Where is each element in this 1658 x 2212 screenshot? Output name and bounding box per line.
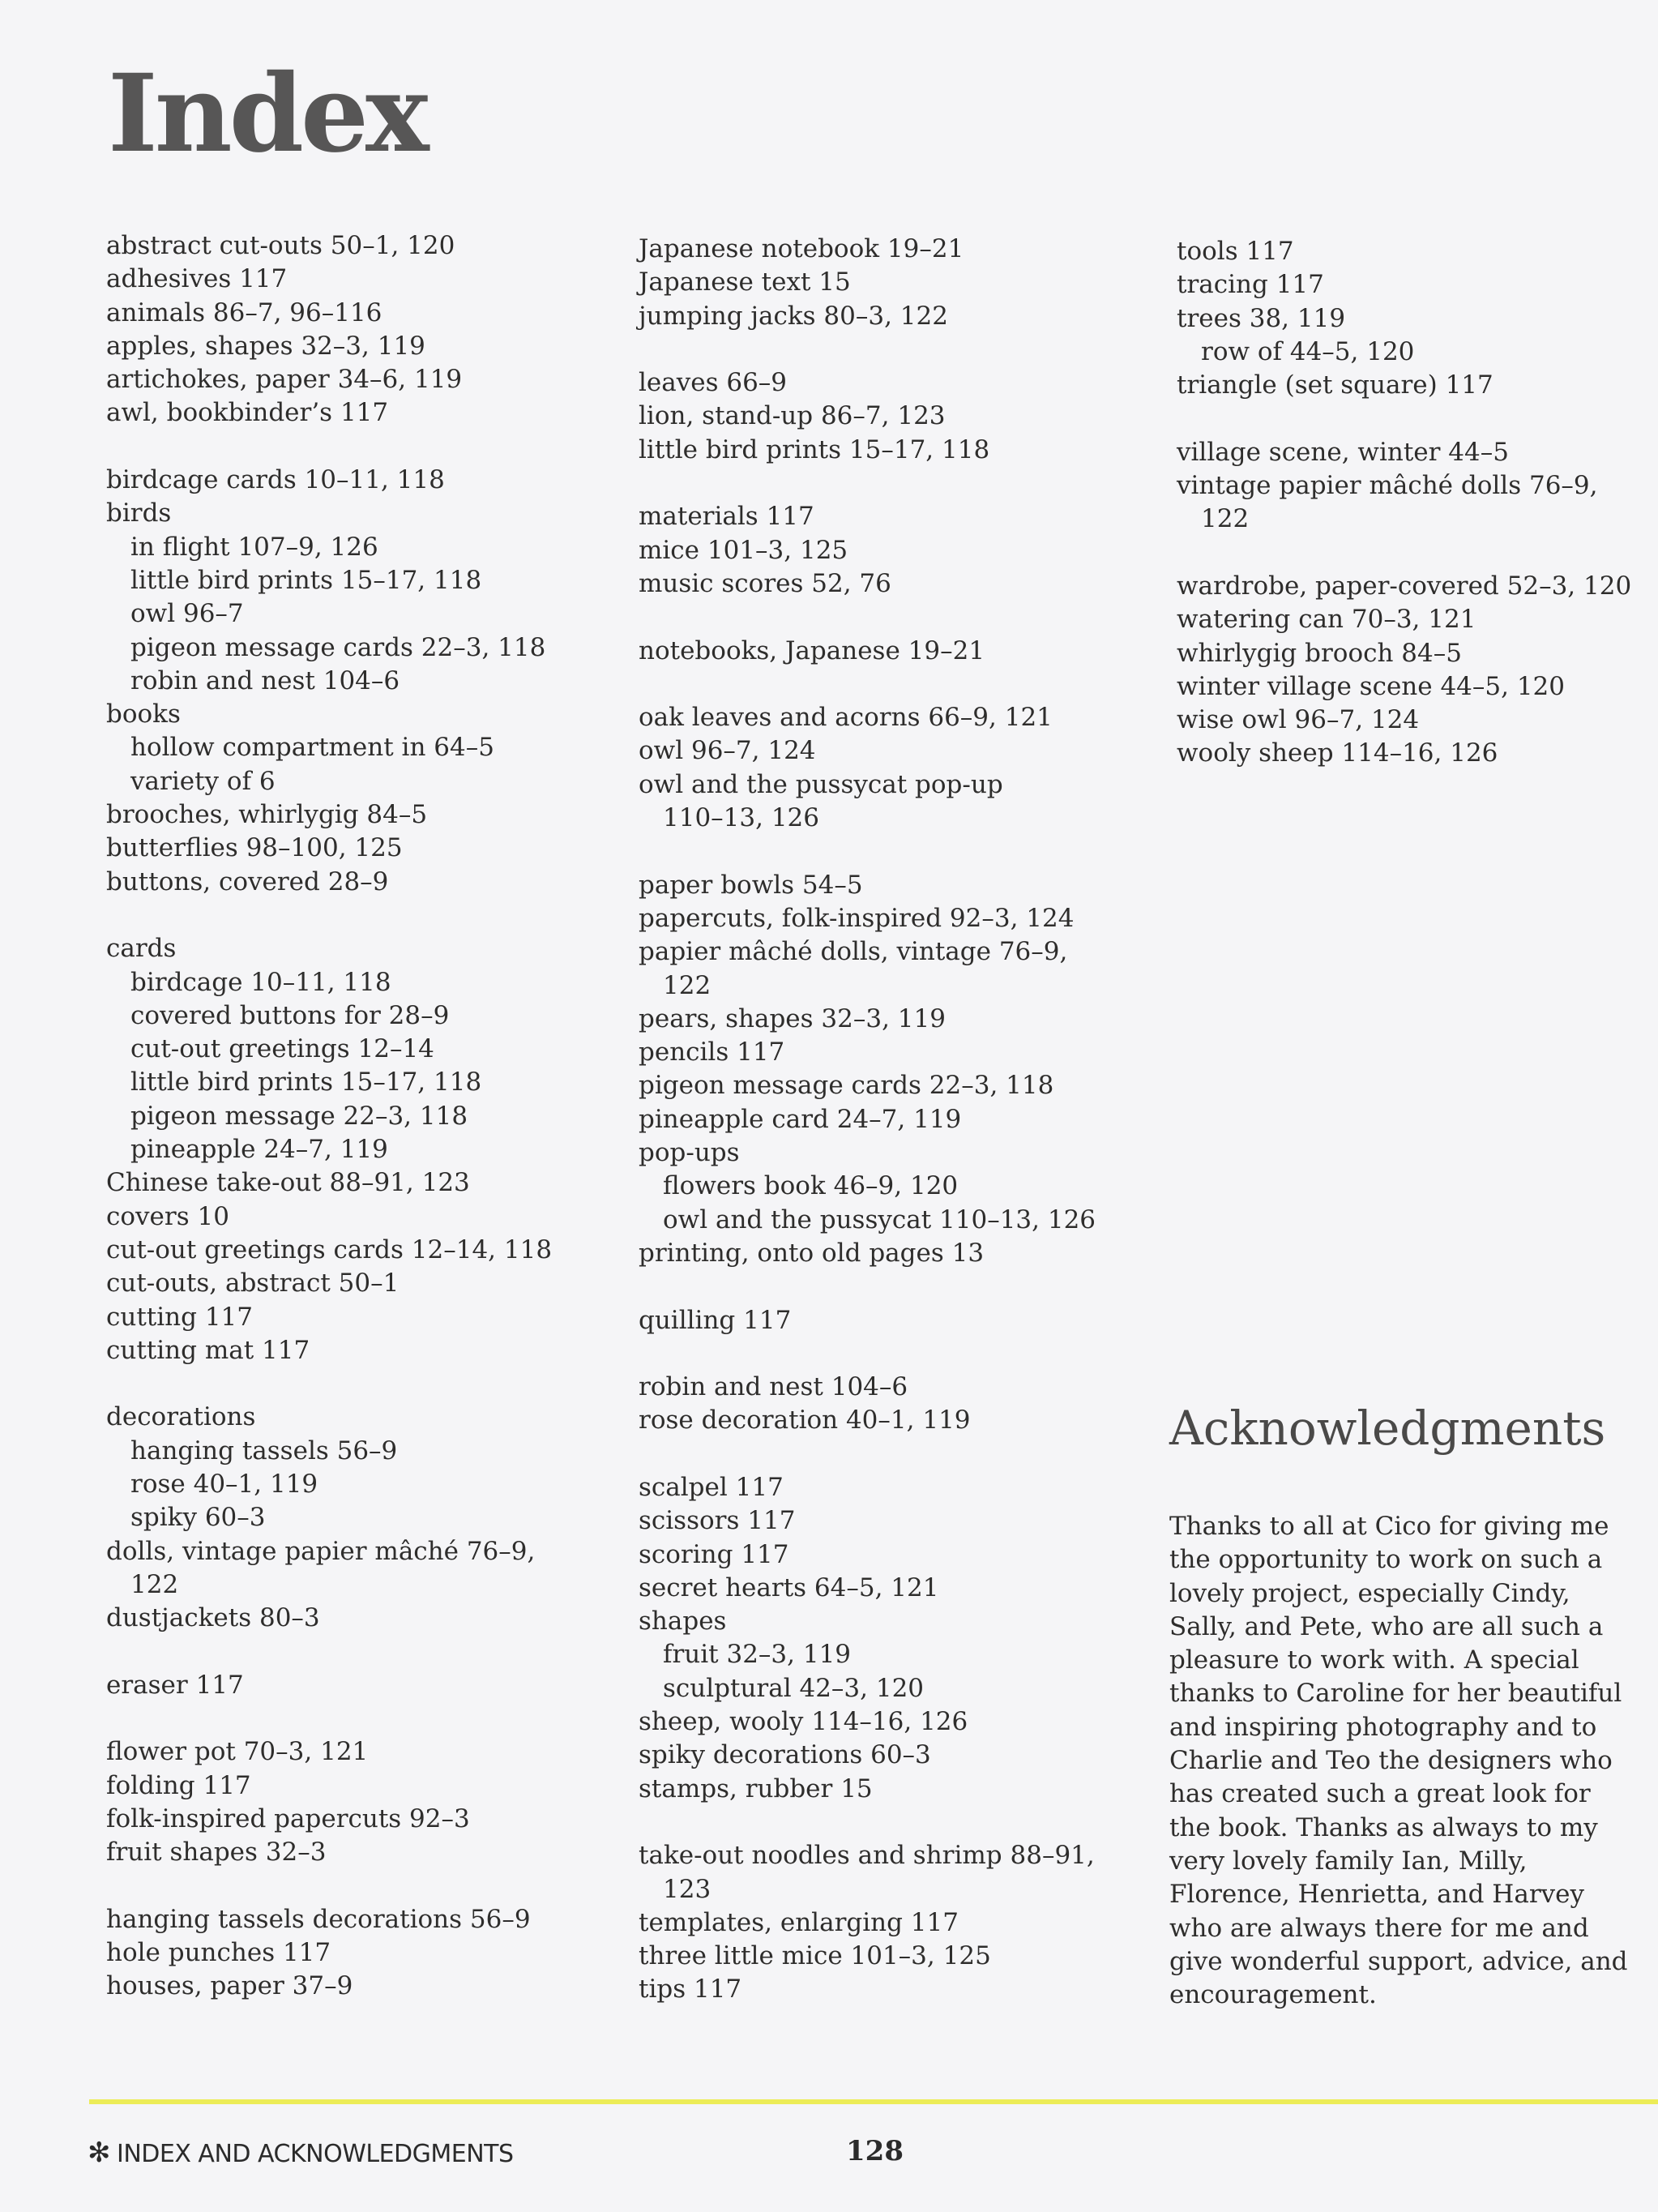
- index-entry: robin and nest 104–6: [639, 1372, 908, 1402]
- index-letter-group: [106, 1903, 552, 2004]
- footer-section-label: [88, 2137, 514, 2169]
- index-letter-group: [639, 500, 1096, 601]
- index-entry: houses, paper 37–9: [106, 1971, 353, 2001]
- index-entry: pineapple card 24–7, 119: [639, 1104, 962, 1134]
- index-entry: whirlygig brooch 84–5: [1177, 638, 1462, 668]
- acknowledgments-line: and inspiring photography and to: [1169, 1712, 1597, 1742]
- index-letter-group: [106, 932, 552, 1367]
- index-entry: apples, shapes 32–3, 119: [106, 331, 425, 361]
- index-entry: jumping jacks 80–3, 122: [639, 301, 948, 331]
- index-column-2: [639, 233, 1096, 2040]
- index-entry-continuation: 110–13, 126: [663, 803, 819, 833]
- index-entry: printing, onto old pages 13: [639, 1238, 985, 1268]
- index-entry: abstract cut-outs 50–1, 120: [106, 231, 455, 260]
- index-entry: hole punches 117: [106, 1938, 331, 1968]
- index-entry-continuation: 123: [663, 1874, 711, 1904]
- index-entry: village scene, winter 44–5: [1177, 437, 1509, 467]
- index-letter-group: [106, 229, 552, 430]
- index-entry: Japanese notebook 19–21: [639, 234, 964, 263]
- index-entry: cards: [106, 934, 177, 964]
- index-entry: take-out noodles and shrimp 88–91,: [639, 1841, 1095, 1871]
- index-entry: templates, enlarging 117: [639, 1907, 959, 1937]
- index-entry: adhesives 117: [106, 264, 288, 294]
- index-letter-group: [106, 464, 552, 899]
- index-entry: tools 117: [1177, 237, 1294, 266]
- index-letter-group: [1177, 235, 1631, 402]
- index-subentry: row of 44–5, 120: [1201, 336, 1415, 366]
- index-letter-group: [639, 1471, 1096, 1806]
- index-letter-group: [639, 1304, 1096, 1337]
- index-entry: notebooks, Japanese 19–21: [639, 635, 985, 665]
- index-entry: books: [106, 700, 181, 729]
- index-entry: materials 117: [639, 502, 814, 532]
- index-entry: pigeon message cards 22–3, 118: [639, 1071, 1054, 1101]
- index-entry: papercuts, folk-inspired 92–3, 124: [639, 903, 1075, 933]
- index-entry-continuation: 122: [663, 970, 711, 1000]
- index-letter-group: [106, 1669, 552, 1702]
- index-entry: butterflies 98–100, 125: [106, 833, 403, 863]
- index-entry: music scores 52, 76: [639, 568, 891, 598]
- footer-rule: [89, 2099, 1658, 2104]
- index-entry: oak leaves and acorns 66–9, 121: [639, 703, 1053, 733]
- index-entry: cutting mat 117: [106, 1335, 310, 1365]
- index-entry: winter village scene 44–5, 120: [1177, 671, 1566, 701]
- acknowledgments-line: encouragement.: [1169, 1980, 1377, 2010]
- acknowledgments-line: Florence, Henrietta, and Harvey: [1169, 1880, 1585, 1910]
- index-entry: pop-ups: [639, 1138, 740, 1168]
- index-subentry: pigeon message cards 22–3, 118: [130, 632, 546, 662]
- acknowledgments-line: give wonderful support, advice, and: [1169, 1946, 1628, 1976]
- index-subentry: covered buttons for 28–9: [130, 1000, 450, 1030]
- index-subentry: in flight 107–9, 126: [130, 532, 378, 562]
- index-entry: covers 10: [106, 1201, 229, 1231]
- index-entry-continuation: 122: [1201, 504, 1250, 534]
- index-subentry: hanging tassels 56–9: [130, 1435, 398, 1465]
- index-letter-group: [106, 1735, 552, 1869]
- footer-section-text: INDEX AND ACKNOWLEDGMENTS: [117, 2140, 514, 2168]
- index-entry: dustjackets 80–3: [106, 1603, 320, 1633]
- index-letter-group: [639, 1371, 1096, 1438]
- index-entry: owl 96–7, 124: [639, 736, 816, 766]
- acknowledgments-line: has created such a great look for: [1169, 1779, 1591, 1809]
- index-entry: scalpel 117: [639, 1472, 784, 1502]
- index-letter-group: [1177, 436, 1631, 537]
- index-entry: spiky decorations 60–3: [639, 1740, 931, 1770]
- index-entry: tracing 117: [1177, 270, 1324, 300]
- index-subentry: birdcage 10–11, 118: [130, 967, 391, 997]
- index-letter-group: [639, 701, 1096, 835]
- index-subentry: hollow compartment in 64–5: [130, 733, 494, 763]
- index-letter-group: [106, 1401, 552, 1635]
- index-entry: three little mice 101–3, 125: [639, 1941, 991, 1971]
- index-entry: cut-out greetings cards 12–14, 118: [106, 1234, 553, 1264]
- index-entry: birdcage cards 10–11, 118: [106, 465, 445, 495]
- index-entry-continuation: 122: [130, 1569, 179, 1599]
- index-entry: vintage papier mâché dolls 76–9,: [1177, 471, 1598, 501]
- index-letter-group: [639, 1839, 1096, 2006]
- index-entry: Chinese take-out 88–91, 123: [106, 1168, 470, 1198]
- index-subentry: pineapple 24–7, 119: [130, 1135, 388, 1165]
- index-entry: scissors 117: [639, 1506, 796, 1536]
- index-entry: cut-outs, abstract 50–1: [106, 1269, 400, 1299]
- index-entry: folding 117: [106, 1770, 251, 1800]
- index-subentry: cut-out greetings 12–14: [130, 1034, 434, 1064]
- index-entry: eraser 117: [106, 1670, 244, 1700]
- index-subentry: spiky 60–3: [130, 1503, 266, 1533]
- index-entry: leaves 66–9: [639, 368, 788, 398]
- index-entry: folk-inspired papercuts 92–3: [106, 1803, 470, 1833]
- index-entry: tips 117: [639, 1975, 742, 2004]
- index-subentry: owl 96–7: [130, 599, 244, 629]
- index-subentry: rose 40–1, 119: [130, 1469, 318, 1499]
- index-entry: artichokes, paper 34–6, 119: [106, 365, 463, 395]
- index-entry: buttons, covered 28–9: [106, 866, 389, 896]
- acknowledgments-line: pleasure to work with. A special: [1169, 1645, 1579, 1675]
- acknowledgments-line: Charlie and Teo the designers who: [1169, 1746, 1613, 1776]
- index-entry: wooly sheep 114–16, 126: [1177, 738, 1498, 768]
- index-column-1: [106, 229, 552, 2037]
- index-entry: paper bowls 54–5: [639, 870, 863, 900]
- index-entry: mice 101–3, 125: [639, 535, 848, 565]
- index-entry: little bird prints 15–17, 118: [639, 434, 990, 464]
- index-entry: wardrobe, paper-covered 52–3, 120: [1177, 571, 1632, 601]
- index-subentry: owl and the pussycat 110–13, 126: [663, 1204, 1096, 1234]
- index-subentry: robin and nest 104–6: [130, 665, 400, 695]
- index-entry: lion, stand-up 86–7, 123: [639, 401, 946, 431]
- index-entry: rose decoration 40–1, 119: [639, 1405, 971, 1435]
- index-entry: stamps, rubber 15: [639, 1773, 873, 1803]
- acknowledgments-line: Sally, and Pete, who are all such a: [1169, 1611, 1604, 1641]
- index-subentry: variety of 6: [130, 766, 276, 796]
- acknowledgments-line: the opportunity to work on such a: [1169, 1545, 1603, 1575]
- index-subentry: sculptural 42–3, 120: [663, 1673, 925, 1703]
- acknowledgments-heading: Acknowledgments: [1169, 1401, 1606, 1456]
- index-entry: flower pot 70–3, 121: [106, 1737, 369, 1767]
- asterisk-icon: ✻: [88, 2137, 110, 2169]
- index-entry: brooches, whirlygig 84–5: [106, 800, 428, 830]
- page-title: Index: [108, 51, 426, 177]
- acknowledgments-line: Thanks to all at Cico for giving me: [1169, 1512, 1609, 1541]
- index-entry: secret hearts 64–5, 121: [639, 1572, 939, 1602]
- acknowledgments-line: who are always there for me and: [1169, 1913, 1589, 1943]
- index-subentry: flowers book 46–9, 120: [663, 1171, 959, 1201]
- index-entry: papier mâché dolls, vintage 76–9,: [639, 937, 1068, 967]
- index-entry: birds: [106, 498, 172, 528]
- index-entry: cutting 117: [106, 1302, 253, 1332]
- index-subentry: pigeon message 22–3, 118: [130, 1101, 468, 1131]
- index-entry: decorations: [106, 1402, 256, 1432]
- index-entry: triangle (set square) 117: [1177, 370, 1493, 400]
- index-entry: wise owl 96–7, 124: [1177, 705, 1420, 735]
- index-entry: sheep, wooly 114–16, 126: [639, 1707, 968, 1737]
- index-letter-group: [639, 366, 1096, 467]
- index-entry: pears, shapes 32–3, 119: [639, 1003, 946, 1033]
- acknowledgments-line: thanks to Caroline for her beautiful: [1169, 1679, 1622, 1709]
- index-entry: quilling 117: [639, 1305, 792, 1335]
- index-entry: pencils 117: [639, 1038, 785, 1067]
- index-letter-group: [1177, 570, 1631, 771]
- page-number: 128: [846, 2135, 904, 2167]
- index-subentry: fruit 32–3, 119: [663, 1640, 852, 1670]
- acknowledgments-line: the book. Thanks as always to my: [1169, 1812, 1598, 1842]
- index-subentry: little bird prints 15–17, 118: [130, 565, 482, 595]
- index-entry: trees 38, 119: [1177, 303, 1346, 333]
- index-letter-group: [639, 233, 1096, 333]
- index-entry: watering can 70–3, 121: [1177, 605, 1476, 635]
- acknowledgments-line: lovely project, especially Cindy,: [1169, 1578, 1570, 1608]
- index-entry: Japanese text 15: [639, 267, 851, 297]
- index-subentry: little bird prints 15–17, 118: [130, 1067, 482, 1097]
- index-letter-group: [639, 869, 1096, 1271]
- index-entry: owl and the pussycat pop-up: [639, 769, 1003, 799]
- index-entry: awl, bookbinder’s 117: [106, 398, 389, 428]
- index-entry: scoring 117: [639, 1539, 789, 1569]
- index-entry: shapes: [639, 1607, 727, 1637]
- index-entry: animals 86–7, 96–116: [106, 297, 382, 327]
- index-entry: dolls, vintage papier mâché 76–9,: [106, 1536, 536, 1566]
- index-letter-group: [639, 635, 1096, 668]
- index-entry: hanging tassels decorations 56–9: [106, 1904, 531, 1934]
- index-column-3: [1177, 235, 1631, 804]
- index-entry: fruit shapes 32–3: [106, 1838, 327, 1868]
- acknowledgments-body: [1169, 1510, 1656, 2012]
- acknowledgments-line: very lovely family Ian, Milly,: [1169, 1846, 1528, 1876]
